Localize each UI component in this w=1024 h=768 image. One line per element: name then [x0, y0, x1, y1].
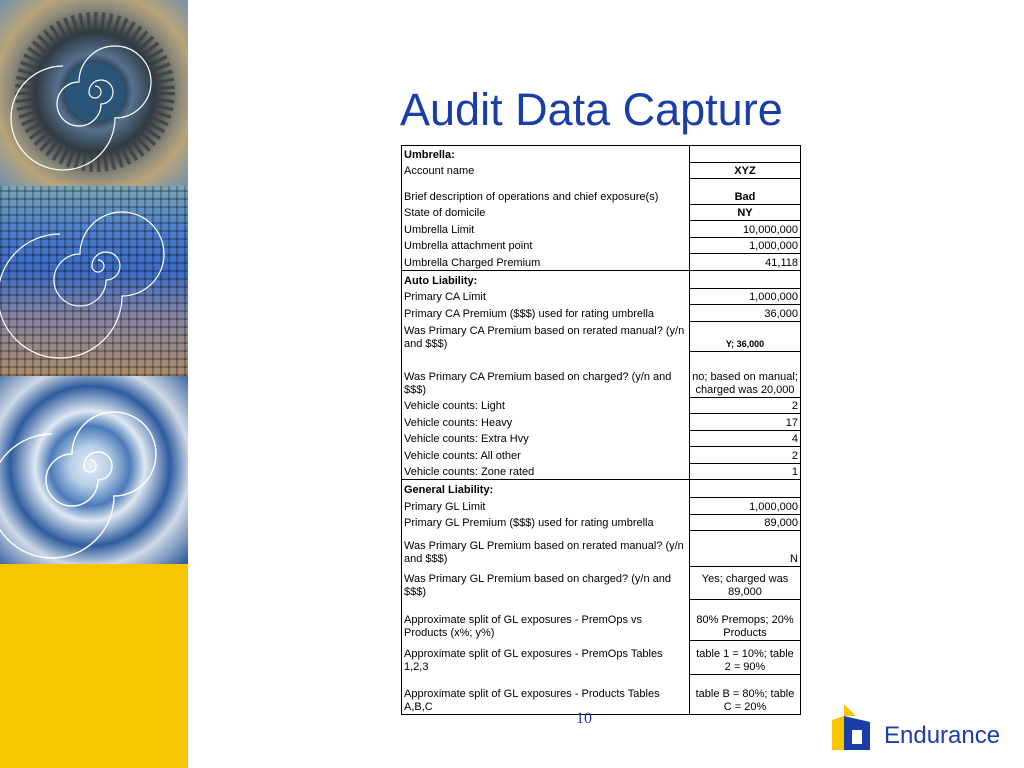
table-row — [402, 351, 801, 397]
row-label: Brief description of operations and chief exposure(s) — [402, 178, 690, 204]
row-value: 17 — [690, 413, 801, 430]
row-label: Vehicle counts: Light — [402, 397, 690, 413]
row-value: NY — [690, 204, 801, 220]
table-row — [402, 178, 801, 204]
table-row — [402, 204, 801, 220]
page-title: Audit Data Capture — [400, 84, 783, 135]
table-row — [402, 446, 801, 463]
row-value: 89,000 — [690, 514, 801, 530]
row-value: table 1 = 10%; table 2 = 90% — [690, 640, 801, 674]
spiral-overlay-icon — [0, 0, 188, 186]
spiral-overlay-icon — [0, 186, 188, 376]
audit-data-table — [401, 145, 801, 715]
table-row — [402, 674, 801, 715]
section-label: Umbrella: — [402, 146, 690, 163]
table-row — [402, 271, 801, 289]
hurricane-image — [0, 376, 188, 564]
row-value — [690, 146, 801, 163]
row-label: Umbrella Charged Premium — [402, 253, 690, 271]
row-label: Primary GL Limit — [402, 497, 690, 514]
table-row — [402, 413, 801, 430]
endurance-logo-text: Endurance — [884, 722, 1001, 749]
table-row — [402, 288, 801, 304]
section-label: Auto Liability: — [402, 271, 690, 289]
table-row — [402, 237, 801, 253]
row-value: 1 — [690, 463, 801, 480]
row-label: Approximate split of GL exposures - Products Tables A,B,C — [402, 674, 690, 715]
table-row — [402, 640, 801, 674]
yellow-panel — [0, 564, 188, 768]
row-value — [690, 271, 801, 289]
row-label: Was Primary CA Premium based on rerated manual? (y/n and $$$) — [402, 321, 690, 351]
row-value: XYZ — [690, 162, 801, 178]
table-row — [402, 514, 801, 530]
table-row — [402, 530, 801, 566]
row-label: State of domicile — [402, 204, 690, 220]
row-value: no; based on manual; charged was 20,000 — [690, 351, 801, 397]
row-label: Was Primary CA Premium based on charged? (y/n and $$$) — [402, 351, 690, 397]
table-row — [402, 321, 801, 351]
row-label: Primary CA Premium ($$$) used for rating umbrella — [402, 304, 690, 321]
row-value: 1,000,000 — [690, 497, 801, 514]
row-label: Was Primary GL Premium based on rerated manual? (y/n and $$$) — [402, 530, 690, 566]
row-value: 10,000,000 — [690, 220, 801, 237]
table-row — [402, 497, 801, 514]
row-value: 2 — [690, 397, 801, 413]
row-label: Was Primary GL Premium based on charged? (y/n and $$$) — [402, 566, 690, 599]
table-row — [402, 304, 801, 321]
table-row — [402, 220, 801, 237]
table-row — [402, 397, 801, 413]
row-label: Vehicle counts: Extra Hvy — [402, 430, 690, 446]
row-label: Approximate split of GL exposures - PremOps Tables 1,2,3 — [402, 640, 690, 674]
row-value — [690, 480, 801, 498]
table-row — [402, 599, 801, 640]
row-label: Vehicle counts: Heavy — [402, 413, 690, 430]
table-row — [402, 463, 801, 480]
jet-engine-image — [0, 0, 188, 186]
wafer-chip-image — [0, 186, 188, 376]
row-value: 2 — [690, 446, 801, 463]
row-label: Primary CA Limit — [402, 288, 690, 304]
row-value: 36,000 — [690, 304, 801, 321]
table-row — [402, 162, 801, 178]
section-label: General Liability: — [402, 480, 690, 498]
decorative-image-strip — [0, 0, 188, 768]
row-label: Account name — [402, 162, 690, 178]
row-value: 1,000,000 — [690, 237, 801, 253]
endurance-logo-icon — [830, 702, 876, 752]
row-label: Umbrella attachment point — [402, 237, 690, 253]
row-value: 1,000,000 — [690, 288, 801, 304]
table-row — [402, 253, 801, 271]
table-row — [402, 480, 801, 498]
row-label: Primary GL Premium ($$$) used for rating umbrella — [402, 514, 690, 530]
row-value: 4 — [690, 430, 801, 446]
row-value: Yes; charged was 89,000 — [690, 566, 801, 599]
row-label: Vehicle counts: All other — [402, 446, 690, 463]
table-row — [402, 430, 801, 446]
table-row — [402, 146, 801, 163]
row-value: table B = 80%; table C = 20% — [690, 674, 801, 715]
row-label: Vehicle counts: Zone rated — [402, 463, 690, 480]
row-value: 80% Premops; 20% Products — [690, 599, 801, 640]
row-value: 41,118 — [690, 253, 801, 271]
row-label: Umbrella Limit — [402, 220, 690, 237]
row-value: N — [690, 530, 801, 566]
row-value: Bad — [690, 178, 801, 204]
endurance-logo — [830, 700, 1010, 752]
page-number: 10 — [576, 710, 592, 727]
spiral-overlay-icon — [0, 376, 188, 564]
row-value: Y; 36,000 — [690, 321, 801, 351]
table-row — [402, 566, 801, 599]
row-label: Approximate split of GL exposures - PremOps vs Products (x%; y%) — [402, 599, 690, 640]
